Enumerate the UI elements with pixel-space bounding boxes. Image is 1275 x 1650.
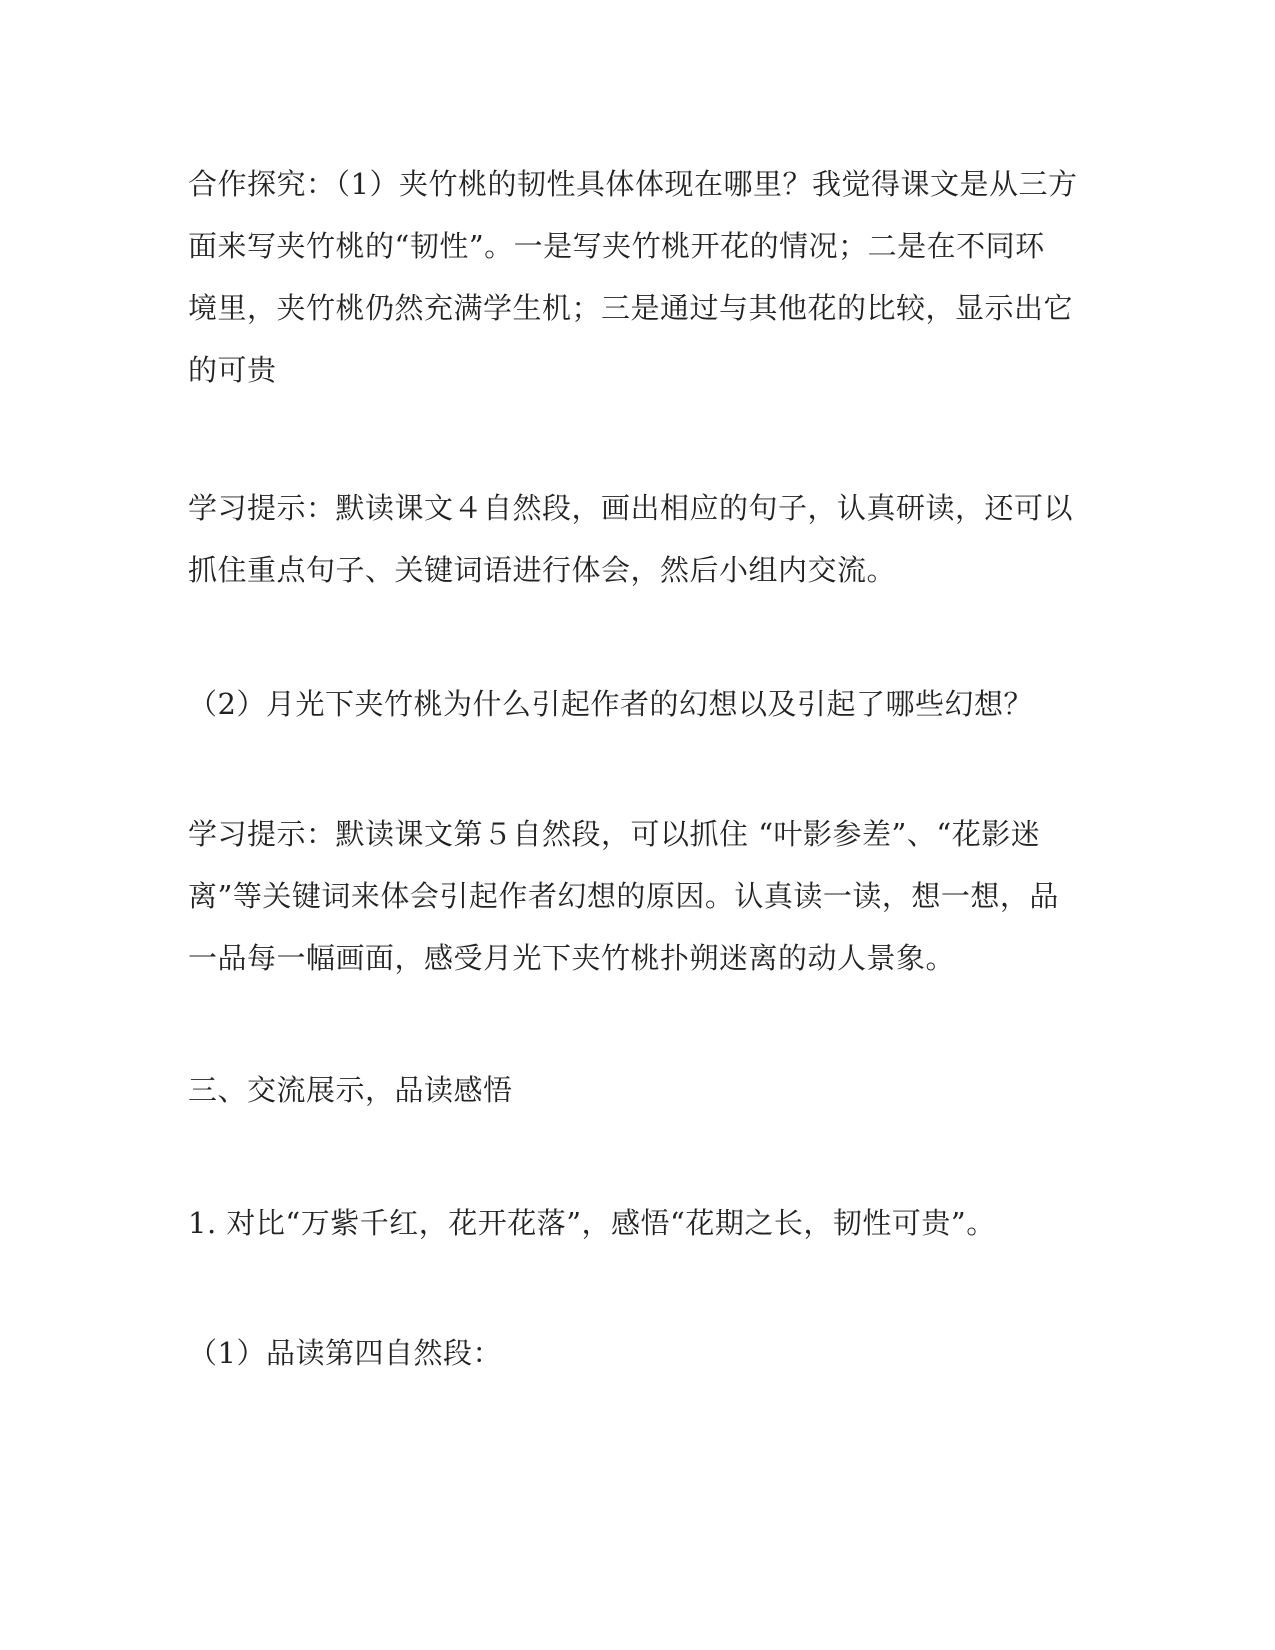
text-line: 学习提示：默读课文第５自然段，可以抓住 “叶影参差”、“花影迷 xyxy=(188,817,1041,851)
text-line: 面来写夹竹桃的“韧性”。一是写夹竹桃开花的情况；二是在不同环 xyxy=(188,229,1045,263)
section-heading: 三、交流展示，品读感悟 xyxy=(188,1073,513,1107)
text-line: 学习提示：默读课文４自然段，画出相应的句子，认真研读，还可以 xyxy=(188,491,1074,525)
text-line: （2）月光下夹竹桃为什么引起作者的幻想以及引起了哪些幻想？ xyxy=(188,687,1033,721)
text-line: 的可贵 xyxy=(188,353,277,387)
text-line: 抓住重点句子、关键词语进行体会，然后小组内交流。 xyxy=(188,553,897,587)
text-line: 合作探究：（1）夹竹桃的韧性具体体现在哪里？我觉得课文是从三方 xyxy=(188,167,1078,201)
text-line: 一品每一幅画面，感受月光下夹竹桃扑朔迷离的动人景象。 xyxy=(188,941,956,975)
text-line: 境里，夹竹桃仍然充满学生机；三是通过与其他花的比较，显示出它 xyxy=(188,291,1074,325)
list-item: （1）品读第四自然段： xyxy=(188,1336,502,1370)
list-item: 1. 对比“万紫千红，花开花落”，感悟“花期之长，韧性可贵”。 xyxy=(188,1206,996,1240)
text-line: 离”等关键词来体会引起作者幻想的原因。认真读一读，想一想，品 xyxy=(188,879,1059,913)
